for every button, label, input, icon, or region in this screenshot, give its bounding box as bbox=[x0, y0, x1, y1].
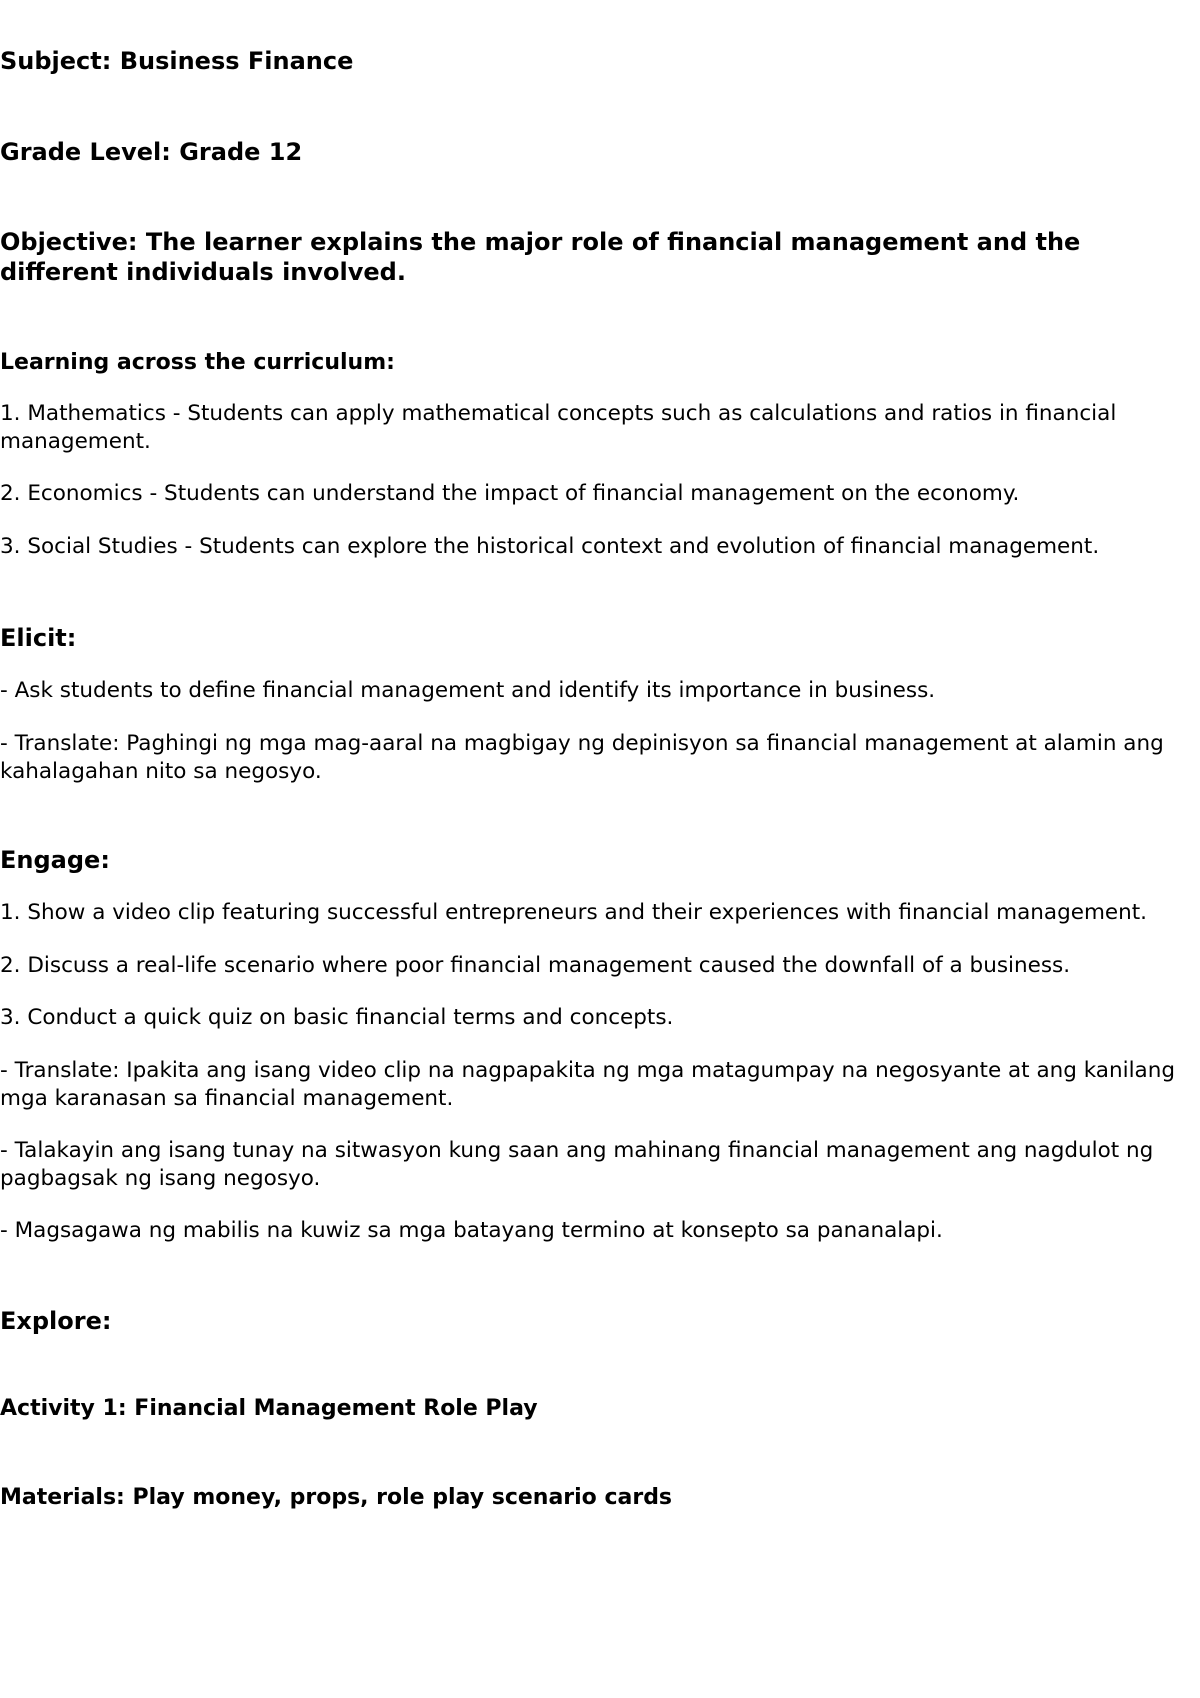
engage-translate-item: - Magsagawa ng mabilis na kuwiz sa mga batayang termino at konsepto sa pananalapi. bbox=[0, 1218, 943, 1243]
explore-heading: Explore: bbox=[0, 1307, 112, 1335]
engage-item: 2. Discuss a real-life scenario where poor financial management caused the downfall of a business. bbox=[0, 953, 1071, 978]
engage-item: 1. Show a video clip featuring successful entrepreneurs and their experiences with financial management. bbox=[0, 900, 1148, 925]
grade-level-line: Grade Level: Grade 12 bbox=[0, 138, 303, 166]
elicit-heading: Elicit: bbox=[0, 624, 77, 652]
engage-translate-item: - Translate: Ipakita ang isang video clip na nagpapakita ng mga matagumpay na negosyante at ang kanilang mga karanasan sa financial management. bbox=[0, 1058, 1175, 1111]
curriculum-heading: Learning across the curriculum: bbox=[0, 350, 395, 375]
curriculum-item-social-studies: 3. Social Studies - Students can explore the historical context and evolution of financial management. bbox=[0, 534, 1100, 559]
curriculum-item-mathematics: 1. Mathematics - Students can apply mathematical concepts such as calculations and ratios in financial management. bbox=[0, 401, 1117, 454]
engage-heading: Engage: bbox=[0, 846, 110, 874]
objective-line: Objective: The learner explains the major role of financial management and the different individuals involved. bbox=[0, 228, 1081, 286]
engage-item: 3. Conduct a quick quiz on basic financial terms and concepts. bbox=[0, 1005, 674, 1030]
activity-title: Activity 1: Financial Management Role Play bbox=[0, 1396, 538, 1421]
engage-translate-item: - Talakayin ang isang tunay na sitwasyon kung saan ang mahinang financial management ang nagdulot ng pagbagsak ng isang negosyo. bbox=[0, 1138, 1154, 1191]
subject-line: Subject: Business Finance bbox=[0, 47, 354, 75]
materials-line: Materials: Play money, props, role play scenario cards bbox=[0, 1485, 673, 1510]
curriculum-item-economics: 2. Economics - Students can understand the impact of financial management on the economy. bbox=[0, 481, 1020, 506]
elicit-item: - Ask students to define financial management and identify its importance in business. bbox=[0, 678, 936, 703]
elicit-translate-item: - Translate: Paghingi ng mga mag-aaral na magbigay ng depinisyon sa financial management at alamin ang kahalagahan nito sa negosyo. bbox=[0, 731, 1164, 784]
